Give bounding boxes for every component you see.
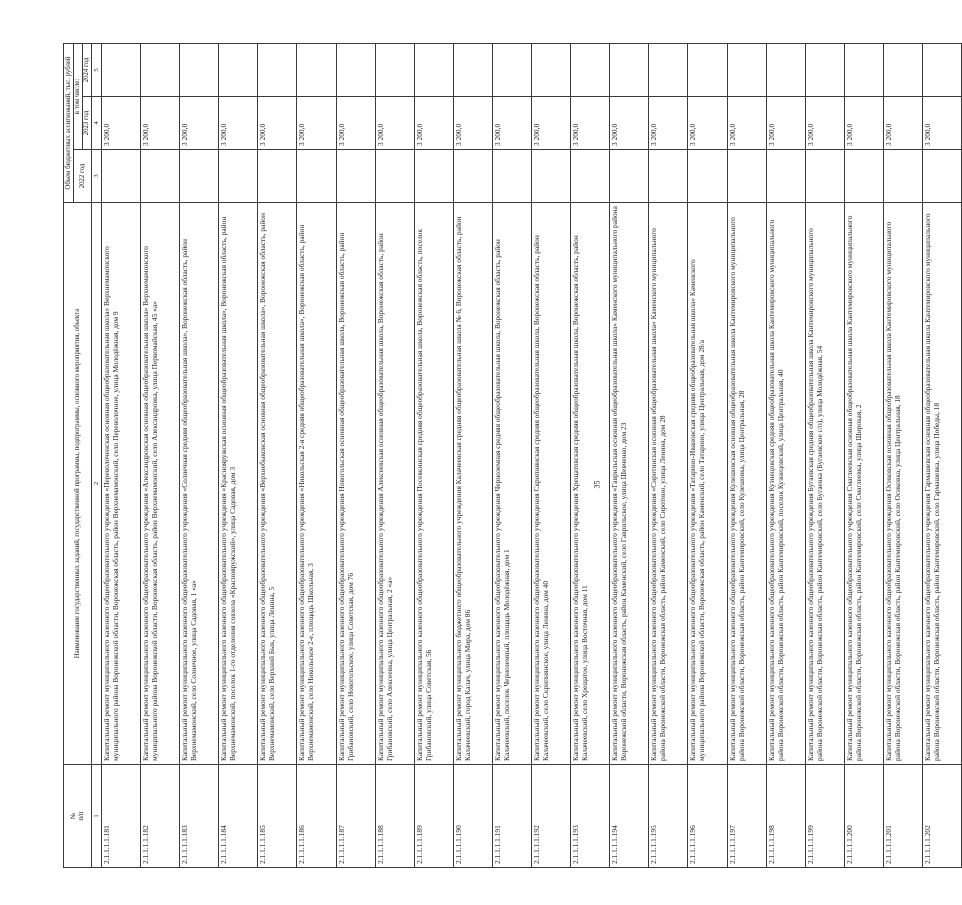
row-value-2024 xyxy=(258,44,297,97)
row-number: 2.1.1.1.1.192 xyxy=(532,765,571,868)
row-value-2022 xyxy=(649,150,688,203)
index-cell: 1 xyxy=(92,765,102,868)
page-number: 35 xyxy=(592,480,602,489)
table-row xyxy=(180,44,219,868)
row-value-2022 xyxy=(336,150,375,203)
row-value-2023: 3 200,0 xyxy=(375,97,414,150)
header-incl-note: в том числе: xyxy=(74,44,83,150)
table-row xyxy=(414,44,453,868)
row-name: Капитальный ремонт муниципального казенного общеобразовательного учреждения «Никольская 2-я средняя общеобразовательная школа», Воронежская область, район Верхнемамонский, село Никольское 2-е, площадь Школьная, 3 xyxy=(297,203,336,765)
row-value-2023: 3 200,0 xyxy=(102,97,141,150)
row-value-2023: 3 200,0 xyxy=(180,97,219,150)
table-row xyxy=(610,44,649,868)
table-row xyxy=(571,44,610,868)
row-name: Капитальный ремонт муниципального казенного общеобразовательного учреждения Смаглеевская основная общеобразовательная школа Кантемировского муниципального района Воронежской области, Воронежская область, район Кантемировский, село Смаглеевка, улица Широкая, 2 xyxy=(844,203,883,765)
table-row xyxy=(844,44,883,868)
row-value-2024 xyxy=(180,44,219,97)
row-value-2024 xyxy=(336,44,375,97)
row-number: 2.1.1.1.1.198 xyxy=(766,765,805,868)
row-value-2023: 3 200,0 xyxy=(336,97,375,150)
row-value-2024 xyxy=(688,44,727,97)
row-value-2022 xyxy=(883,150,922,203)
row-value-2024 xyxy=(219,44,258,97)
row-value-2022 xyxy=(532,150,571,203)
row-value-2024 xyxy=(532,44,571,97)
row-value-2023: 3 200,0 xyxy=(492,97,531,150)
index-cell: 3 xyxy=(92,150,102,203)
row-name: Капитальный ремонт муниципального казенного общеобразовательного учреждения Осиковская основная общеобразовательная школа Кантемировского муниципального района Воронежской области, Воронежская область, район Кантемировский, село Осиковка, улица Центральная, 18 xyxy=(883,203,922,765)
row-name: Капитальный ремонт муниципального казенного общеобразовательного учреждения Хрещатовская средняя общеобразовательная школа, Воронежская область, район Калачеевский, село Хрещатое, улица Восточная, дом 11 xyxy=(571,203,610,765)
row-number: 2.1.1.1.1.196 xyxy=(688,765,727,868)
header-year-2023: 2023 год xyxy=(83,97,92,150)
row-value-2024 xyxy=(453,44,492,97)
row-name: Капитальный ремонт муниципального казенного общеобразовательного учреждения Бугаевская средняя общеобразовательная школа Кантемировского муниципального района Воронежской области, Воронежская область, район Кантемировский, село Бугаевка (Бугаевское с/п), улица Молодёжная, 54 xyxy=(805,203,844,765)
row-number: 2.1.1.1.1.200 xyxy=(844,765,883,868)
row-value-2023: 3 200,0 xyxy=(414,97,453,150)
row-value-2023: 3 200,0 xyxy=(766,97,805,150)
table-body xyxy=(92,44,962,868)
row-value-2022 xyxy=(297,150,336,203)
row-name: Капитальный ремонт муниципального казенного общеобразовательного учреждения «Татарино-Ивановская средняя общеобразовательная школа» Каменского муниципального района Воронежской области, Воронежская область, район Каменский, село Татарино, улица Центральная, дом 28/а xyxy=(688,203,727,765)
header-budget-group: Объем бюджетных ассигнований, тыс. рублей xyxy=(64,44,74,203)
row-value-2022 xyxy=(844,150,883,203)
index-cell: 2 xyxy=(92,203,102,765)
rotated-table-sheet xyxy=(63,43,941,868)
row-value-2024 xyxy=(649,44,688,97)
row-value-2022 xyxy=(688,150,727,203)
row-name: Капитальный ремонт муниципального казенного общеобразовательного учреждения Скрипнянская средняя общеобразовательная школа, Воронежская область, район Калачеевский, село Скрипнянское, улица Ленина, дом 40 xyxy=(532,203,571,765)
budget-table xyxy=(63,43,962,868)
row-value-2022 xyxy=(258,150,297,203)
row-number: 2.1.1.1.1.183 xyxy=(180,765,219,868)
index-row xyxy=(92,44,102,868)
row-value-2024 xyxy=(102,44,141,97)
row-name: Капитальный ремонт муниципального казенного общеобразовательного учреждения Черноземная средняя общеобразовательная школа, Воронежская область, район Калачеевский, поселок Черноземный, площадь Молодёжная, дом 1 xyxy=(492,203,531,765)
row-name: Капитальный ремонт муниципального казенного общеобразовательного учреждения Новогольская основная общеобразовательная школа, Воронежская область, район Грибановский, село Новогольское, улица Советская, дом 76 xyxy=(336,203,375,765)
row-number: 2.1.1.1.1.199 xyxy=(805,765,844,868)
row-number: 2.1.1.1.1.201 xyxy=(883,765,922,868)
row-name: Капитальный ремонт муниципального казенного общеобразовательного учреждения «Краснояружская основная общеобразовательная школа», Воронежская область, район Верхнемамонский, поселок 1-го отделения совхоза «Краснояружский», улица Садовая, дом 3 xyxy=(219,203,258,765)
row-value-2022 xyxy=(610,150,649,203)
row-value-2024 xyxy=(922,44,961,97)
row-number: 2.1.1.1.1.185 xyxy=(258,765,297,868)
row-number: 2.1.1.1.1.195 xyxy=(649,765,688,868)
row-value-2022 xyxy=(766,150,805,203)
row-value-2024 xyxy=(297,44,336,97)
row-name: Капитальный ремонт муниципального казенного общеобразовательного учреждения Кулешовская основная общеобразовательная школа Кантемировского муниципального района Воронежской области, Воронежская область, район Кантемировский, село Кулешовка, улица Центральная, 28 xyxy=(727,203,766,765)
row-value-2022 xyxy=(141,150,180,203)
row-value-2024 xyxy=(727,44,766,97)
table-row xyxy=(297,44,336,868)
header-number-symbol: № xyxy=(69,812,77,820)
table-row xyxy=(336,44,375,868)
row-value-2022 xyxy=(180,150,219,203)
row-value-2024 xyxy=(141,44,180,97)
row-value-2024 xyxy=(492,44,531,97)
row-value-2022 xyxy=(375,150,414,203)
row-value-2023: 3 200,0 xyxy=(727,97,766,150)
row-value-2023: 3 200,0 xyxy=(883,97,922,150)
table-row xyxy=(688,44,727,868)
row-name: Капитальный ремонт муниципального казенного общеобразовательного учреждения «Гаврильская основная общеобразовательная школа» Каменского муниципального района Воронежской области, Воронежская область, район Каменский, село Гаврильское, улица Шевченко, дом 23 xyxy=(610,203,649,765)
row-value-2022 xyxy=(805,150,844,203)
table-row xyxy=(453,44,492,868)
table-row xyxy=(805,44,844,868)
row-value-2023: 3 200,0 xyxy=(688,97,727,150)
row-number: 2.1.1.1.1.181 xyxy=(102,765,141,868)
row-value-2022 xyxy=(727,150,766,203)
row-value-2023: 3 200,0 xyxy=(532,97,571,150)
table-row xyxy=(727,44,766,868)
row-value-2022 xyxy=(492,150,531,203)
table-row xyxy=(141,44,180,868)
row-value-2024 xyxy=(375,44,414,97)
row-name: Капитальный ремонт муниципального казенного общеобразовательного учреждения «Верхнебыковская основная общеобразовательная школа», Воронежская область, район Верхнемамонский, село Верхний Бык, улица Ленина, 5 xyxy=(258,203,297,765)
row-number: 2.1.1.1.1.184 xyxy=(219,765,258,868)
row-number: 2.1.1.1.1.197 xyxy=(727,765,766,868)
table-row xyxy=(492,44,531,868)
row-value-2022 xyxy=(219,150,258,203)
row-number: 2.1.1.1.1.190 xyxy=(453,765,492,868)
row-name: Капитальный ремонт муниципального казенного общеобразовательного учреждения Посевкинская средняя общеобразовательная школа, Воронежская область, поселок Грибановский, улица Советская, 56 xyxy=(414,203,453,765)
table-row xyxy=(922,44,961,868)
row-value-2022 xyxy=(453,150,492,203)
row-value-2024 xyxy=(414,44,453,97)
row-value-2023: 3 200,0 xyxy=(219,97,258,150)
row-value-2024 xyxy=(571,44,610,97)
row-name: Капитальный ремонт муниципального казенного общеобразовательного учреждения «Сиротинская основная общеобразовательная школа» Каменского муниципального района Воронежской области, Воронежская область, район Каменский, село Сиротино, улица Ленина, дом 28 xyxy=(649,203,688,765)
row-name: Капитальный ремонт муниципального казенного общеобразовательного учреждения «Солнечная средняя общеобразовательная школа», Воронежская область, район Верхнемамонский, село Солнечное, улица Садовая, 1 «а» xyxy=(180,203,219,765)
row-number: 2.1.1.1.1.182 xyxy=(141,765,180,868)
row-value-2023: 3 200,0 xyxy=(649,97,688,150)
header-number-sub: п/п xyxy=(77,811,85,821)
row-value-2023: 3 200,0 xyxy=(258,97,297,150)
table-row xyxy=(219,44,258,868)
header-name: Наименование государственных заданий, государственной программы, подпрограммы, основного мероприятия, объекта xyxy=(64,203,92,765)
row-value-2024 xyxy=(883,44,922,97)
table-row xyxy=(766,44,805,868)
row-value-2023: 3 200,0 xyxy=(922,97,961,150)
table-row xyxy=(532,44,571,868)
row-value-2022 xyxy=(414,150,453,203)
index-cell: 5 xyxy=(92,44,102,97)
row-name: Капитальный ремонт муниципального казенного общеобразовательного учреждения Алексеевская основная общеобразовательная школа, Воронежская область, район Грибановский, село Алексеевка, улица Центральная, 2 «а» xyxy=(375,203,414,765)
row-value-2023: 3 200,0 xyxy=(610,97,649,150)
header-number-cell xyxy=(64,765,92,868)
row-value-2022 xyxy=(102,150,141,203)
row-number: 2.1.1.1.1.186 xyxy=(297,765,336,868)
row-number: 2.1.1.1.1.202 xyxy=(922,765,961,868)
row-value-2024 xyxy=(610,44,649,97)
row-value-2023: 3 200,0 xyxy=(141,97,180,150)
row-number: 2.1.1.1.1.194 xyxy=(610,765,649,868)
header-year-2024: 2024 год xyxy=(83,44,92,97)
row-value-2022 xyxy=(922,150,961,203)
row-number: 2.1.1.1.1.188 xyxy=(375,765,414,868)
row-value-2023: 3 200,0 xyxy=(805,97,844,150)
index-cell: 4 xyxy=(92,97,102,150)
row-value-2024 xyxy=(805,44,844,97)
row-name: Капитальный ремонт муниципального казенного общеобразовательного учреждения Кузнецовская средняя общеобразовательная школа Кантемировского муниципального района Воронежской области, Воронежская область, район Кантемировский, поселок Кузнецовский, улица Центральная, 40 xyxy=(766,203,805,765)
row-number: 2.1.1.1.1.193 xyxy=(571,765,610,868)
row-value-2022 xyxy=(571,150,610,203)
table-row xyxy=(375,44,414,868)
table-row xyxy=(102,44,141,868)
row-name: Капитальный ремонт муниципального казенного общеобразовательного учреждения «Александровская основная общеобразовательная школа» Верхнемамонского муниципального района Воронежской области, Воронежская область, район Верхнемамонский, село Александровка, улица Первомайская, 45 «а» xyxy=(141,203,180,765)
table-row xyxy=(258,44,297,868)
row-number: 2.1.1.1.1.187 xyxy=(336,765,375,868)
row-value-2024 xyxy=(844,44,883,97)
table-row xyxy=(883,44,922,868)
row-value-2023: 3 200,0 xyxy=(297,97,336,150)
row-name: Капитальный ремонт муниципального бюджетного общеобразовательного учреждения Калачеевская средняя общеобразовательная школа № 6, Воронежская область, район Калачеевский, город Калач, улица Мира, дом 86 xyxy=(453,203,492,765)
row-number: 2.1.1.1.1.191 xyxy=(492,765,531,868)
row-value-2023: 3 200,0 xyxy=(844,97,883,150)
row-value-2024 xyxy=(766,44,805,97)
header-year-2022: 2022 год xyxy=(74,150,92,203)
table-row xyxy=(649,44,688,868)
row-value-2023: 3 200,0 xyxy=(571,97,610,150)
row-number: 2.1.1.1.1.189 xyxy=(414,765,453,868)
row-name: Капитальный ремонт муниципального казенного общеобразовательного учреждения Гармашевская основная общеобразовательная школа Кантемировского муниципального района Воронежской области, Воронежская область, район Кантемировский, село Гармашевка, улица Победы, 18 xyxy=(922,203,961,765)
row-name: Капитальный ремонт муниципального казенного общеобразовательного учреждения «Переволоченская основная общеобразовательная школа» Верхнемамонского муниципального района Воронежской области, Воронежская область, район Верхнемамонский, село Переволочное, улица Молодёжная, дом 9 xyxy=(102,203,141,765)
row-value-2023: 3 200,0 xyxy=(453,97,492,150)
